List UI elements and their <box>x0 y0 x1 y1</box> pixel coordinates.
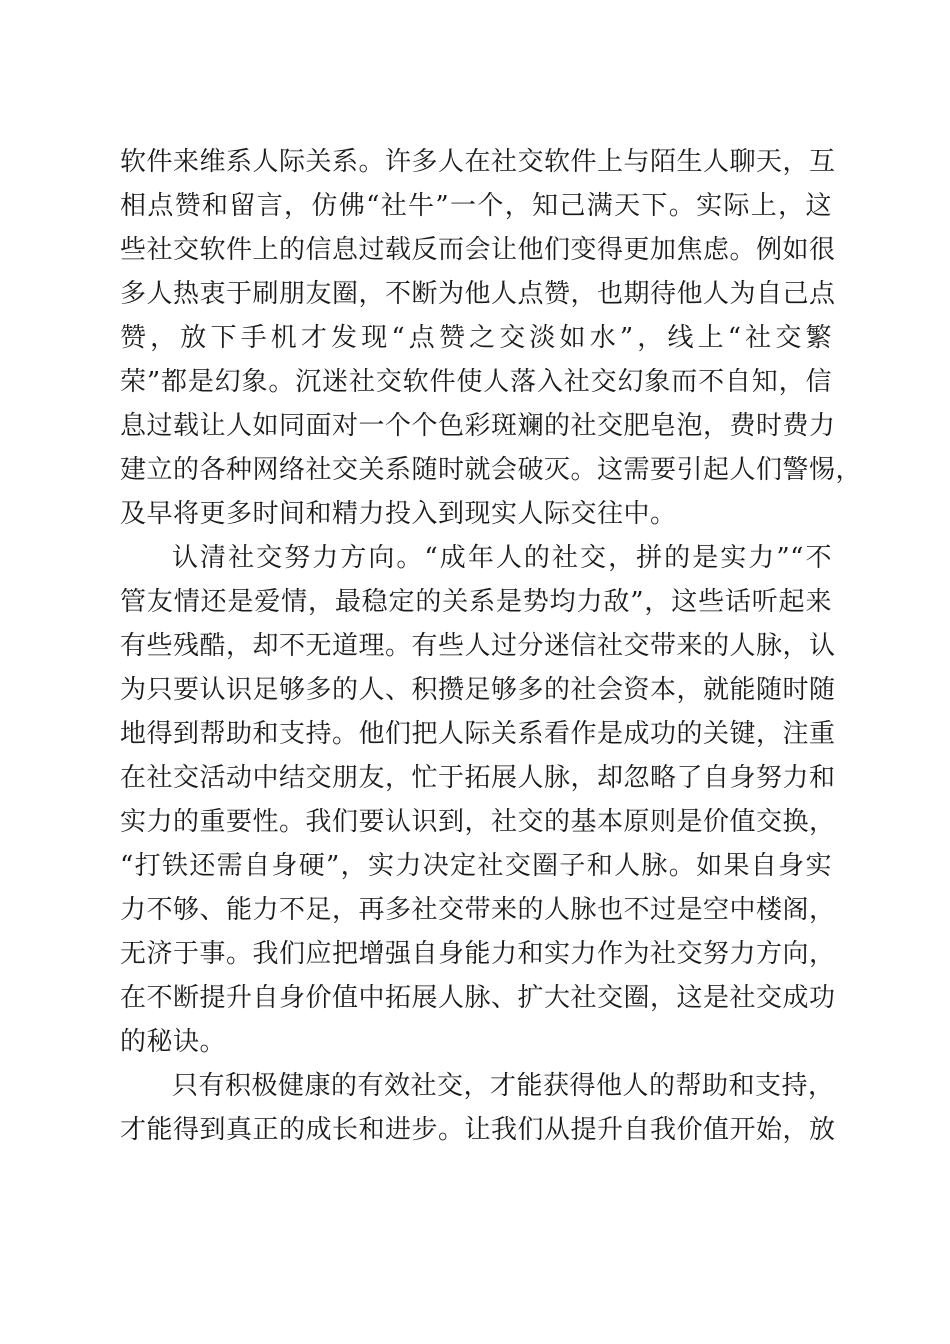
text-line: “打铁还需自身硬”，实力决定社交圈子和人脉。如果自身实 <box>120 851 832 881</box>
text-line: 及早将更多时间和精力投入到现实人际交往中。 <box>120 499 677 529</box>
text-line: 多人热衷于刷朋友圈，不断为他人点赞，也期待他人为自己点 <box>120 279 836 309</box>
paragraph-first-line: 只有积极健康的有效社交，才能获得他人的帮助和支持， <box>172 1071 835 1101</box>
text-line: 的秘诀。 <box>120 1027 227 1057</box>
text-line: 赞，放下手机才发现“点赞之交淡如水”，线上“社交繁 <box>120 323 832 353</box>
text-line: 在不断提升自身价值中拓展人脉、扩大社交圈，这是社交成功 <box>120 983 836 1013</box>
text-line: 无济于事。我们应把增强自身能力和实力作为社交努力方向， <box>120 939 836 969</box>
paragraph-first-line: 认清社交努力方向。“成年人的社交，拼的是实力”“不 <box>172 543 832 573</box>
text-line: 些社交软件上的信息过载反而会让他们变得更加焦虑。例如很 <box>120 235 836 265</box>
text-line: 才能得到真正的成长和进步。让我们从提升自我价值开始，放 <box>120 1115 836 1145</box>
text-line: 建立的各种网络社交关系随时就会破灭。这需要引起人们警惕， <box>120 455 863 485</box>
text-line: 息过载让人如同面对一个个色彩斑斓的社交肥皂泡，费时费力 <box>120 411 836 441</box>
text-line: 有些残酷，却不无道理。有些人过分迷信社交带来的人脉，认 <box>120 631 836 661</box>
text-line: 软件来维系人际关系。许多人在社交软件上与陌生人聊天，互 <box>120 147 836 177</box>
text-line: 在社交活动中结交朋友，忙于拓展人脉，却忽略了自身努力和 <box>120 763 836 793</box>
text-line: 力不够、能力不足，再多社交带来的人脉也不过是空中楼阁， <box>120 895 836 925</box>
text-line: 管友情还是爱情，最稳定的关系是势均力敌”，这些话听起来 <box>120 587 832 617</box>
text-line: 为只要认识足够多的人、积攒足够多的社会资本，就能随时随 <box>120 675 836 705</box>
text-line: 地得到帮助和支持。他们把人际关系看作是成功的关键，注重 <box>120 719 836 749</box>
text-line: 实力的重要性。我们要认识到，社交的基本原则是价值交换， <box>120 807 836 837</box>
text-line: 相点赞和留言，仿佛“社牛”一个，知己满天下。实际上，这 <box>120 191 832 221</box>
text-line: 荣”都是幻象。沉迷社交软件使人落入社交幻象而不自知，信 <box>120 367 832 397</box>
